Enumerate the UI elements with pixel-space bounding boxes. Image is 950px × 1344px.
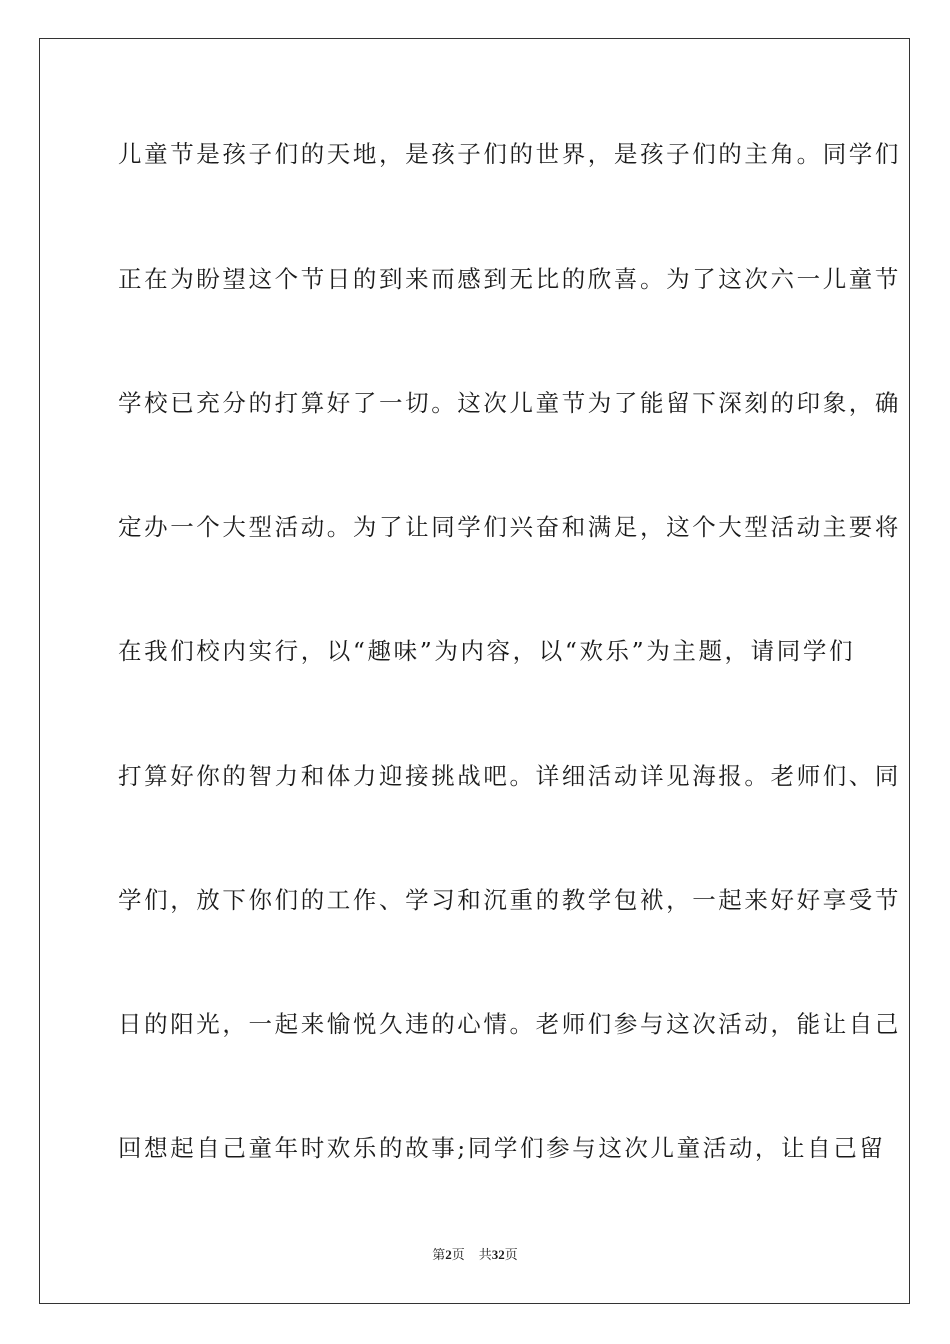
- total-pages: 32: [491, 1247, 505, 1262]
- text-line: 打算好你的智力和体力迎接挑战吧。详细活动详见海报。老师们、同: [118, 762, 901, 790]
- text-line: 在我们校内实行，以“趣味”为内容，以“欢乐”为主题，请同学们: [118, 637, 856, 665]
- page-footer: [0, 1246, 950, 1265]
- text-line: 正在为盼望这个节日的到来而感到无比的欣喜。为了这次六一儿童节: [118, 265, 901, 293]
- text-line: 学校已充分的打算好了一切。这次儿童节为了能留下深刻的印象，确: [118, 389, 901, 417]
- page-border: [39, 38, 910, 1304]
- total-prefix: 共: [478, 1248, 492, 1263]
- page-number: 2: [445, 1247, 452, 1262]
- page-prefix: 第: [432, 1248, 446, 1263]
- text-line: 学们，放下你们的工作、学习和沉重的教学包袱，一起来好好享受节: [118, 886, 901, 914]
- text-line: 日的阳光，一起来愉悦久违的心情。老师们参与这次活动，能让自己: [118, 1010, 901, 1038]
- text-line: 定办一个大型活动。为了让同学们兴奋和满足，这个大型活动主要将: [118, 513, 901, 541]
- text-line: 儿童节是孩子们的天地，是孩子们的世界，是孩子们的主角。同学们: [118, 140, 901, 168]
- page-suffix: 页: [451, 1248, 465, 1263]
- total-suffix: 页: [504, 1248, 518, 1263]
- text-line: 回想起自己童年时欢乐的故事;同学们参与这次儿童活动，让自己留: [118, 1134, 886, 1162]
